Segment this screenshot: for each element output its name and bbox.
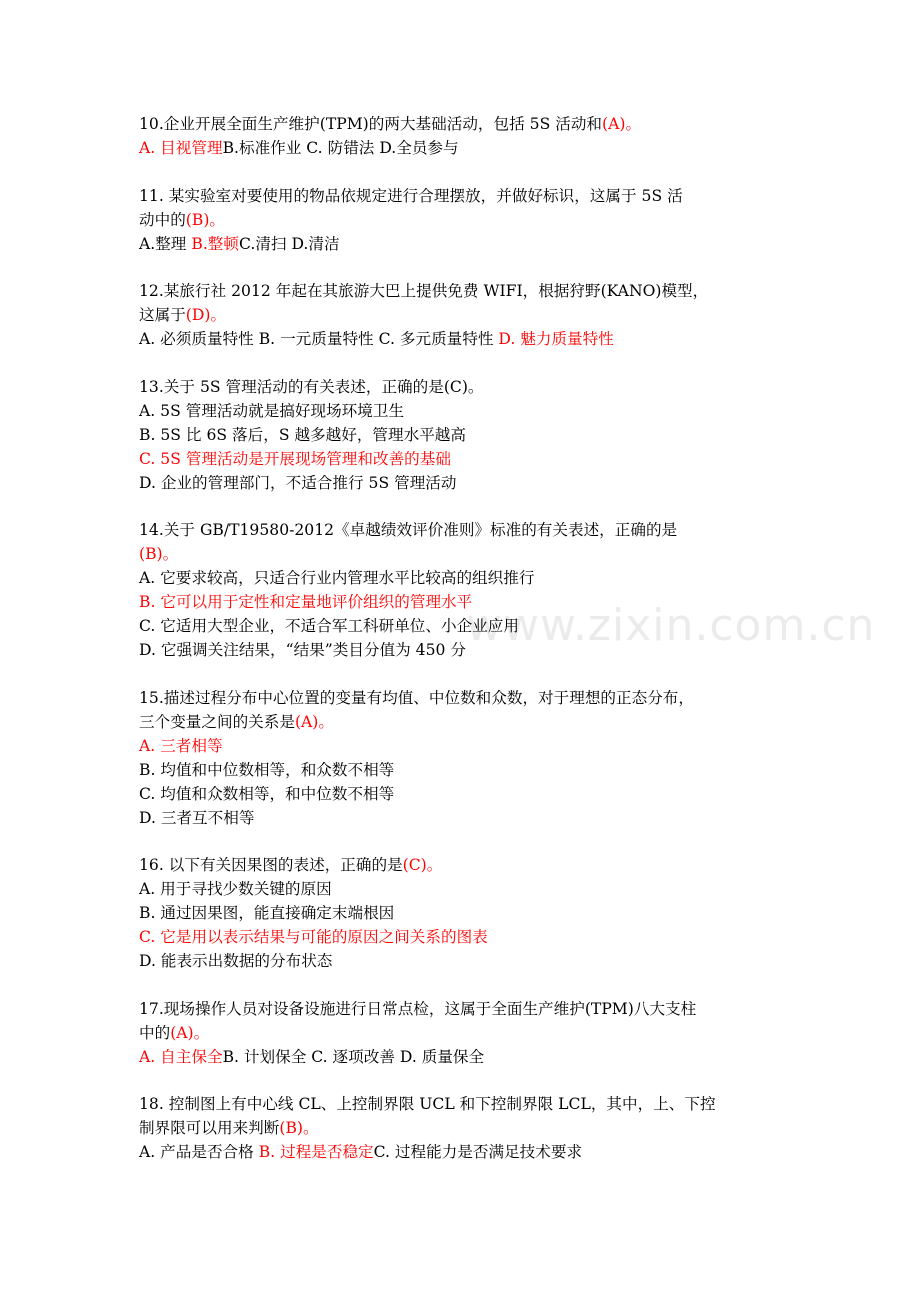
question-text: 动中的 <box>139 210 186 229</box>
answer-text: B. 它可以用于定性和定量地评价组织的管理水平 <box>139 593 473 611</box>
question-line <box>139 447 785 471</box>
question-q14 <box>139 518 876 662</box>
answer-text: (B)。 <box>139 545 179 563</box>
question-text: C. 它适用大型企业，不适合军工科研单位、小企业应用 <box>139 617 519 635</box>
question-line <box>139 901 785 925</box>
question-text: C. 过程能力是否满足技术要求 <box>373 1143 583 1161</box>
question-line <box>139 375 785 399</box>
question-text: A. 用于寻找少数关键的原因 <box>139 880 332 898</box>
question-line <box>139 279 785 303</box>
question-line <box>139 614 785 638</box>
question-line <box>139 208 785 232</box>
question-line <box>139 232 785 256</box>
question-line <box>139 949 785 973</box>
answer-text: A. 三者相等 <box>139 736 223 755</box>
question-text: D. 企业的管理部门，不适合推行 5S 管理活动 <box>139 473 457 492</box>
question-text: C.清扫 D.清洁 <box>238 234 340 253</box>
question-text: D. 三者互不相等 <box>139 808 255 827</box>
question-text: A. 它要求较高，只适合行业内管理水平比较高的组织推行 <box>139 569 535 587</box>
question-text: 12.某旅行社 2012 年起在其旅游大巴上提供免费 WIFI，根据狩野(KANO)模型， <box>139 282 709 300</box>
answer-text: D. 魅力质量特性 <box>498 330 614 348</box>
question-line <box>139 782 785 806</box>
answer-text: A. 自主保全 <box>139 1047 223 1066</box>
question-line <box>139 853 785 877</box>
answer-text: (D)。 <box>185 306 227 324</box>
question-list <box>139 112 876 1188</box>
question-text: A.整理 <box>139 234 192 253</box>
question-text: 10.企业开展全面生产维护(TPM)的两大基础活动，包括 5S 活动和 <box>139 115 603 133</box>
question-text: A. 必须质量特性 B. 一元质量特性 C. 多元质量特性 <box>139 330 499 348</box>
question-q10 <box>139 112 785 160</box>
question-text: A. 5S 管理活动就是搞好现场环境卫生 <box>139 401 405 420</box>
answer-text: A. 目视管理 <box>139 139 223 157</box>
question-line <box>139 542 785 566</box>
question-line <box>139 925 785 949</box>
answer-text: (A)。 <box>602 115 642 133</box>
question-text: 17.现场操作人员对设备设施进行日常点检，这属于全面生产维护(TPM)八大支柱 <box>139 999 697 1018</box>
answer-text: (A)。 <box>294 712 334 731</box>
question-text: A. 产品是否合格 <box>139 1143 259 1161</box>
answer-text: (C)。 <box>402 856 443 874</box>
question-text: 16. 以下有关因果图的表述，正确的是 <box>139 856 403 874</box>
answer-text: (A)。 <box>170 1023 210 1042</box>
question-q17 <box>139 997 785 1069</box>
question-line <box>139 303 785 327</box>
answer-text: (B)。 <box>185 210 226 229</box>
question-line <box>139 758 785 782</box>
question-q11 <box>139 184 785 256</box>
question-line <box>139 471 785 495</box>
question-line <box>139 1045 785 1069</box>
question-line <box>139 566 785 590</box>
question-line <box>139 806 785 830</box>
question-line <box>139 638 785 662</box>
question-text: 14.关于 GB/T19580-2012《卓越绩效评价准则》标准的有关表述，正确的是 <box>139 521 678 539</box>
question-text: 这属于 <box>139 306 186 324</box>
question-text: 制界限可以用来判断 <box>139 1119 280 1137</box>
question-q15 <box>139 686 785 830</box>
question-line <box>139 686 785 710</box>
answer-text: B.整顿 <box>191 234 239 253</box>
question-line <box>139 136 785 160</box>
question-line <box>139 327 785 351</box>
question-text: 中的 <box>139 1023 171 1042</box>
question-text: 11. 某实验室对要使用的物品依规定进行合理摆放，并做好标识，这属于 5S 活 <box>139 186 683 205</box>
question-q18 <box>139 1092 785 1164</box>
answer-text: C. 5S 管理活动是开展现场管理和改善的基础 <box>139 449 451 468</box>
question-line <box>139 877 785 901</box>
question-text: D. 它强调关注结果，“结果”类目分值为 450 分 <box>139 641 466 659</box>
question-line <box>139 112 785 136</box>
question-text: B. 计划保全 C. 逐项改善 D. 质量保全 <box>222 1047 485 1066</box>
question-line <box>139 1116 785 1140</box>
question-line <box>139 518 785 542</box>
question-line <box>139 399 785 423</box>
answer-text: B. 过程是否稳定 <box>258 1143 374 1161</box>
question-line <box>139 590 785 614</box>
question-text: B.标准作业 C. 防错法 D.全员参与 <box>222 139 459 157</box>
watermark-text: www.zixin.com.cn <box>466 600 876 651</box>
question-line <box>139 1140 785 1164</box>
question-q13 <box>139 375 785 495</box>
question-line <box>139 997 785 1021</box>
question-line <box>139 710 785 734</box>
answer-text: C. 它是用以表示结果与可能的原因之间关系的图表 <box>139 928 488 946</box>
question-text: 三个变量之间的关系是 <box>139 712 295 731</box>
question-text: C. 均值和众数相等，和中位数不相等 <box>139 784 395 803</box>
question-line <box>139 1092 785 1116</box>
question-text: B. 均值和中位数相等，和众数不相等 <box>139 760 395 779</box>
question-text: 13.关于 5S 管理活动的有关表述，正确的是(C)。 <box>139 377 484 396</box>
answer-text: (B)。 <box>279 1119 319 1137</box>
question-line <box>139 1021 785 1045</box>
question-line <box>139 184 785 208</box>
question-text: D. 能表示出数据的分布状态 <box>139 952 333 970</box>
question-text: 15.描述过程分布中心位置的变量有均值、中位数和众数，对于理想的正态分布， <box>139 688 694 707</box>
question-text: B. 5S 比 6S 落后，S 越多越好，管理水平越高 <box>139 425 466 444</box>
question-line <box>139 734 785 758</box>
question-text: 18. 控制图上有中心线 CL、上控制界限 UCL 和下控制界限 LCL，其中，上、下控 <box>139 1095 716 1113</box>
question-line <box>139 423 785 447</box>
question-q12 <box>139 279 785 351</box>
question-text: B. 通过因果图，能直接确定末端根因 <box>139 904 395 922</box>
question-q16 <box>139 853 785 973</box>
